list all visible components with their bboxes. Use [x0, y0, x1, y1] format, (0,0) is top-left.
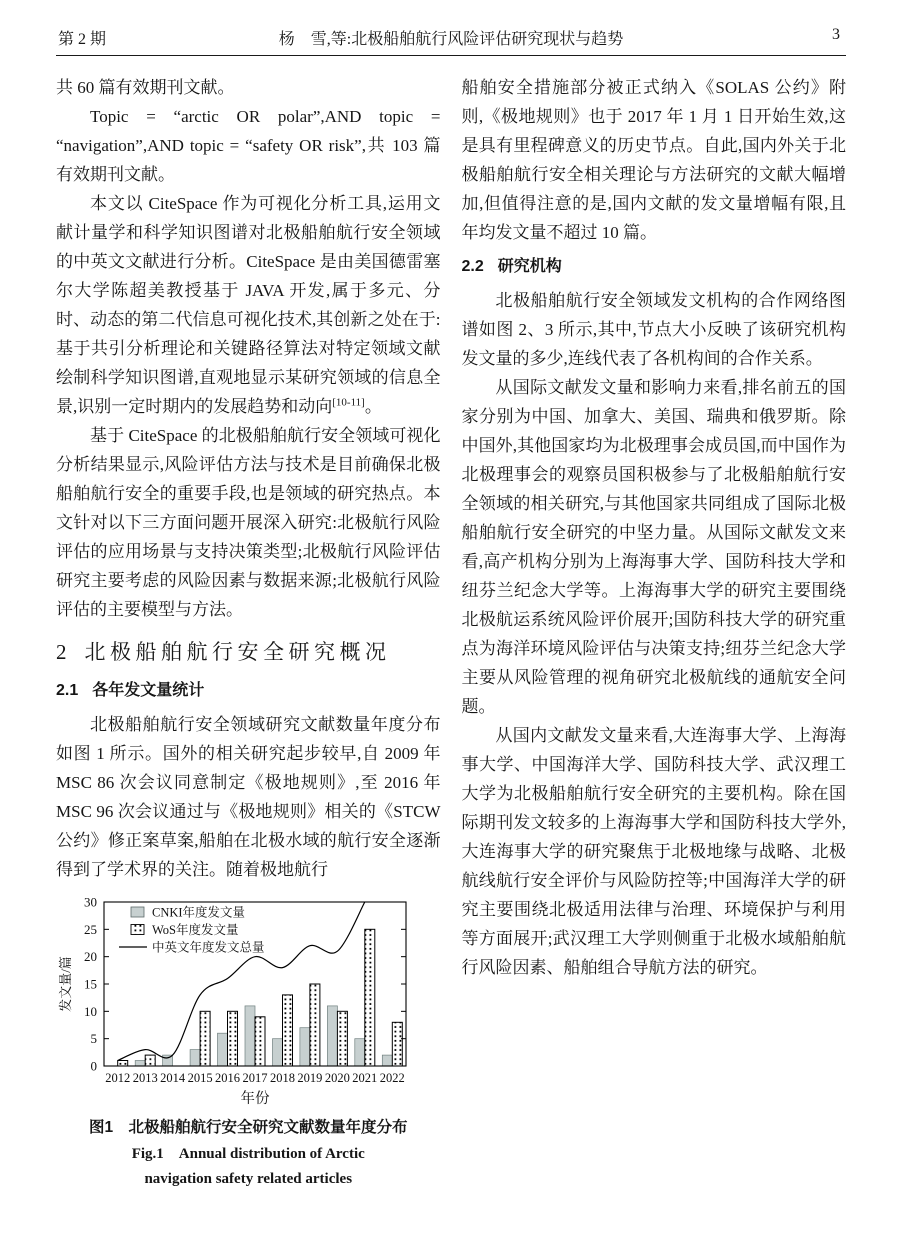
bar-wos-2017: [255, 1017, 265, 1066]
bar-wos-2020: [338, 1011, 348, 1066]
figure1-caption-en-line2: navigation safety related articles: [144, 1171, 353, 1187]
bar-cnki-2021: [355, 1039, 365, 1066]
x-tick-label: 2017: [242, 1071, 268, 1085]
x-tick-label: 2015: [187, 1071, 213, 1085]
citation-ref: [10-11]: [332, 396, 365, 409]
figure1-caption-en: [56, 1142, 441, 1192]
x-tick-label: 2014: [160, 1071, 186, 1085]
bar-wos-2021: [365, 929, 375, 1066]
page-header: [56, 26, 846, 48]
paragraph: 共 60 篇有效期刊文献。: [56, 78, 235, 97]
right-column: [462, 73, 847, 1192]
left-column: [56, 73, 441, 1192]
page-number: 3: [832, 26, 840, 43]
running-title: 杨 雪,等:北极船舶航行风险评估研究现状与趋势: [278, 31, 624, 48]
bar-cnki-2016: [218, 1033, 228, 1066]
legend-label-wos: WoS年度发文量: [152, 923, 239, 937]
bar-cnki-2022: [383, 1055, 393, 1066]
paragraph: 从国内文献发文量来看,大连海事大学、上海海事大学、中国海洋大学、国防科技大学、武汉理工大学为北极船舶航行安全研究的主要机构。除在国际期刊发文较多的上海海事大学和国防科技大学外,大连海事大学的研究聚焦于北极地缘与战略、北极航线航行安全评价与风险防控等;中国海洋大学的研究主要围绕北极适用法律与治理、环境保护与利用等方面展开;武汉理工大学则侧重于北极水域船舶航行风险因素、船舶组合导航方法的研究。: [461, 726, 846, 977]
subsection-title: 各年发文量统计: [92, 682, 205, 699]
section-title: 北极船舶航行安全研究概况: [84, 640, 391, 664]
legend-label-cnki: CNKI年度发文量: [152, 905, 246, 920]
subsection-number: 2.1: [56, 682, 79, 699]
figure-1: [56, 896, 441, 1192]
x-tick-label: 2018: [270, 1071, 296, 1085]
x-tick-label: 2016: [215, 1071, 241, 1085]
y-tick-label: 10: [84, 1003, 98, 1019]
legend-label-total: 中英文年度发文总量: [152, 940, 265, 955]
y-axis-title: 发文量/篇: [58, 956, 74, 1012]
paragraph: 从国际文献发文量和影响力来看,排名前五的国家分别为中国、加拿大、美国、瑞典和俄罗斯。除中国外,其他国家均为北极理事会成员国,而中国作为北极理事会的观察员国积极参与了北极船舶航行安全领域的相关研究,与其他国家共同组成了国际北极船舶航行安全研究的中坚力量。从国际文献发文来看,高产机构分别为上海海事大学、国防科技大学和纽芬兰纪念大学等。上海海事大学的研究主要围绕北极航运系统风险评价展开;国防科技大学的研究重点为海洋环境风险评估与决策支持;纽芬兰纪念大学主要从风险管理的视角研究北极航线的通航安全问题。: [461, 378, 846, 716]
bar-cnki-2019: [300, 1028, 310, 1066]
paragraph: [56, 189, 441, 421]
subsection-heading-2-2: [462, 252, 847, 281]
legend-swatch-wos-icon: [131, 925, 144, 935]
y-tick-label: 25: [84, 921, 98, 937]
section-number: 2: [56, 640, 67, 664]
x-tick-label: 2013: [132, 1071, 158, 1085]
figure1-caption-en-line1: Fig.1 Annual distribution of Arctic: [131, 1146, 365, 1162]
bar-cnki-2017: [245, 1006, 255, 1066]
paragraph: 基于 CiteSpace 的北极船舶航行安全领域可视化分析结果显示,风险评估方法与技术是目前确保北极船舶航行安全的重要手段,也是领域的研究热点。本文针对以下三方面问题开展深入研究:北极航行风险评估的应用场景与支持决策类型;北极航行风险评估研究主要考虑的风险因素与数据来源;北极航行风险评估的主要模型与方法。: [56, 426, 441, 619]
y-tick-label: 30: [84, 896, 98, 910]
x-axis-title: 年份: [240, 1091, 270, 1107]
x-tick-label: 2022: [380, 1071, 406, 1085]
x-tick-label: 2019: [297, 1071, 323, 1085]
subsection-title: 研究机构: [497, 258, 562, 275]
paragraph-text: 。: [364, 397, 382, 416]
subsection-number: 2.2: [461, 258, 484, 275]
bar-wos-2012: [118, 1061, 128, 1067]
subsection-heading-2-1: [56, 676, 441, 705]
bar-wos-2015: [200, 1011, 210, 1066]
bar-wos-2019: [310, 984, 320, 1066]
bar-wos-2013: [145, 1055, 155, 1066]
x-tick-label: 2020: [325, 1071, 351, 1085]
bar-cnki-2018: [273, 1039, 283, 1066]
section-heading-2: [56, 638, 441, 667]
y-tick-label: 0: [90, 1058, 98, 1074]
two-column-body: [56, 73, 846, 1192]
bar-wos-2016: [228, 1011, 238, 1066]
paragraph: Topic = “arctic OR polar”,AND topic = “navigation”,AND topic = “safety OR risk”,共 103 篇有效期刊文献。: [56, 107, 441, 184]
paragraph: 船舶安全措施部分被正式纳入《SOLAS 公约》附则,《极地规则》也于 2017 年 1 月 1 日开始生效,这是具有里程碑意义的历史节点。自此,国内外关于北极船舶航行安全相关理论与方法研究的文献大幅增加,但值得注意的是,国内文献的发文量增幅有限,且年均发文量不超过 10 篇。: [461, 78, 846, 242]
bar-wos-2018: [283, 995, 293, 1066]
bar-cnki-2013: [135, 1061, 145, 1067]
bar-cnki-2015: [190, 1050, 200, 1066]
paragraph: 北极船舶航行安全领域发文机构的合作网络图谱如图 2、3 所示,其中,节点大小反映了该研究机构发文量的多少,连线代表了各机构间的合作关系。: [461, 291, 846, 368]
bar-cnki-2020: [328, 1006, 338, 1066]
legend-swatch-cnki-icon: [131, 907, 144, 917]
paragraph: 北极船舶航行安全领域研究文献数量年度分布如图 1 所示。国外的相关研究起步较早,自 2009 年 MSC 86 次会议同意制定《极地规则》,至 2016 年 MSC 96 次会议通过与《极地规则》相关的《STCW 公约》修正案草案,船舶在北极水域的航行安全逐渐得到了学术界的关注。随着极地航行: [56, 715, 441, 879]
paragraph-text: 本文以 CiteSpace 作为可视化分析工具,运用文献计量学和科学知识图谱对北极船舶航行安全领域的中英文文献进行分析。CiteSpace 是由美国德雷塞尔大学陈超美教授基于 JAVA 开发,属于多元、分时、动态的第二代信息可视化技术,其创新之处在于:基于共引分析理论和关键路径算法对特定领域文献绘制科学知识图谱,直观地显示某研究领域的信息全景,识别一定时期内的发展趋势和动向: [56, 194, 441, 416]
y-tick-label: 20: [84, 949, 98, 965]
journal-issue: 第 2 期: [58, 31, 107, 48]
figure1-chart: [58, 896, 438, 1110]
y-tick-label: 15: [84, 976, 98, 992]
x-tick-label: 2012: [105, 1071, 131, 1085]
x-tick-label: 2021: [352, 1071, 378, 1085]
header-rule: [56, 55, 846, 56]
figure1-caption-zh: 图1 北极船舶航行安全研究文献数量年度分布: [88, 1119, 408, 1136]
bar-wos-2022: [393, 1022, 403, 1066]
y-tick-label: 5: [90, 1031, 98, 1047]
